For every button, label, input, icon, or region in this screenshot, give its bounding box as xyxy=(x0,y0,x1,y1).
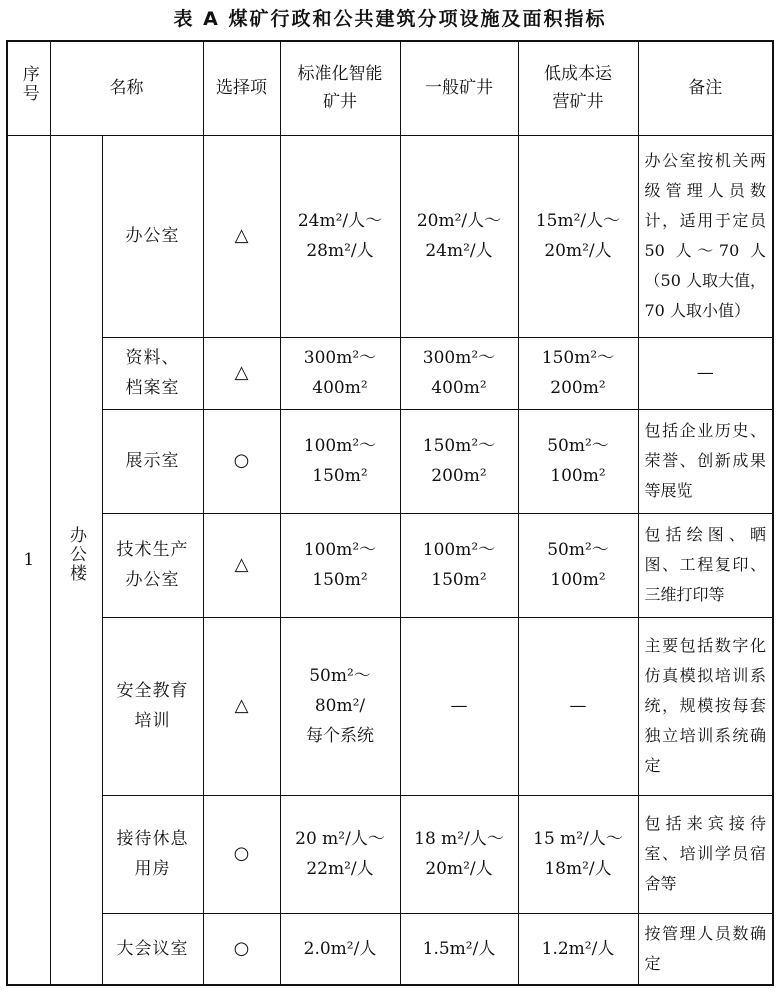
header-lowcost-mine: 低成本运营矿井 xyxy=(518,41,638,135)
row-smart-value: 2.0m²/人 xyxy=(280,913,400,985)
table-row xyxy=(7,795,773,913)
row-option: ○ xyxy=(203,409,280,513)
row-note: 包括来宾接待室、培训学员宿舍等 xyxy=(638,795,773,913)
table-row xyxy=(7,409,773,513)
row-option: ○ xyxy=(203,913,280,985)
row-name: 大会议室 xyxy=(102,913,203,985)
row-lowcost-value: — xyxy=(518,617,638,795)
row-lowcost-value: 1.2m²/人 xyxy=(518,913,638,985)
table-row xyxy=(7,337,773,409)
row-option: △ xyxy=(203,337,280,409)
row-smart-value: 20 m²/人～ 22m²/人 xyxy=(280,795,400,913)
header-name: 名称 xyxy=(50,41,203,135)
header-general-mine: 一般矿井 xyxy=(400,41,518,135)
table-row xyxy=(7,135,773,337)
row-general-value: 100m²～ 150m² xyxy=(400,513,518,617)
group-seq: 1 xyxy=(7,135,50,985)
row-general-value: 1.5m²/人 xyxy=(400,913,518,985)
row-lowcost-value: 15m²/人～ 20m²/人 xyxy=(518,135,638,337)
header-row xyxy=(7,41,773,135)
row-name: 接待休息 用房 xyxy=(102,795,203,913)
row-lowcost-value: 50m²～ 100m² xyxy=(518,409,638,513)
row-general-value: 150m²～ 200m² xyxy=(400,409,518,513)
header-option: 选择项 xyxy=(203,41,280,135)
row-option: △ xyxy=(203,513,280,617)
row-name: 资料、 档案室 xyxy=(102,337,203,409)
row-lowcost-value: 50m²～ 100m² xyxy=(518,513,638,617)
row-note: 办公室按机关两级管理人员数计，适用于定员 50 人～70 人（50 人取大值，70 人取小值） xyxy=(638,135,773,337)
row-lowcost-value: 150m²～ 200m² xyxy=(518,337,638,409)
row-note: 主要包括数字化仿真模拟培训系统，规模按每套独立培训系统确定 xyxy=(638,617,773,795)
row-general-value: 18 m²/人～ 20m²/人 xyxy=(400,795,518,913)
header-seq: 序号 xyxy=(7,41,50,135)
row-general-value: — xyxy=(400,617,518,795)
area-index-table xyxy=(6,40,774,986)
row-name: 展示室 xyxy=(102,409,203,513)
row-option: △ xyxy=(203,135,280,337)
table-row xyxy=(7,617,773,795)
header-note: 备注 xyxy=(638,41,773,135)
row-note: 包括绘图、晒图、工程复印、三维打印等 xyxy=(638,513,773,617)
row-name: 安全教育 培训 xyxy=(102,617,203,795)
row-general-value: 300m²～ 400m² xyxy=(400,337,518,409)
row-lowcost-value: 15 m²/人～ 18m²/人 xyxy=(518,795,638,913)
row-note: 按管理人员数确定 xyxy=(638,913,773,985)
row-name: 技术生产 办公室 xyxy=(102,513,203,617)
row-option: ○ xyxy=(203,795,280,913)
table-row xyxy=(7,913,773,985)
header-smart-mine: 标准化智能矿井 xyxy=(280,41,400,135)
row-smart-value: 50m²～ 80m²/ 每个系统 xyxy=(280,617,400,795)
row-option: △ xyxy=(203,617,280,795)
table-title: 表 A 煤矿行政和公共建筑分项设施及面积指标 xyxy=(173,8,607,30)
row-general-value: 20m²/人～ 24m²/人 xyxy=(400,135,518,337)
row-smart-value: 100m²～ 150m² xyxy=(280,513,400,617)
row-name: 办公室 xyxy=(102,135,203,337)
row-note: — xyxy=(638,337,773,409)
row-smart-value: 300m²～ 400m² xyxy=(280,337,400,409)
row-smart-value: 24m²/人～ 28m²/人 xyxy=(280,135,400,337)
table-row xyxy=(7,513,773,617)
row-note: 包括企业历史、荣誉、创新成果等展览 xyxy=(638,409,773,513)
row-smart-value: 100m²～ 150m² xyxy=(280,409,400,513)
group-category: 办公楼 xyxy=(50,135,102,985)
